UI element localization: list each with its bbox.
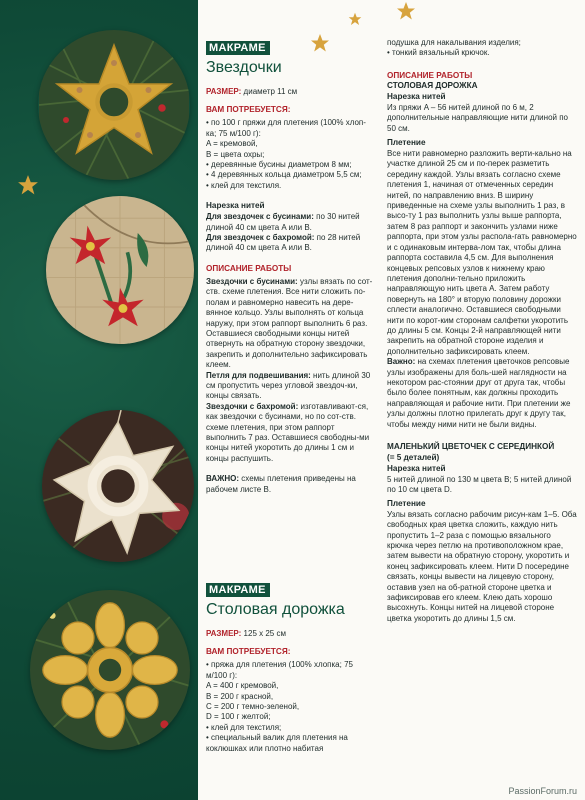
column-right bbox=[387, 38, 577, 624]
list-item: • клей для текстиля. bbox=[206, 180, 282, 190]
flower-subheading: (= 5 деталей) bbox=[387, 453, 440, 462]
list-item: • пряжа для плетения (100% хлопка; 75 м/100 г): bbox=[206, 660, 353, 680]
size-line: РАЗМЕР: диаметр 11 см bbox=[206, 87, 298, 96]
cut-beads: Для звездочек с бусинами: по 30 нитей длиной 40 см цвета A или B. bbox=[206, 212, 360, 232]
list-item: D = 100 г желтой; bbox=[206, 712, 271, 722]
flower-cut-text: 5 нитей длиной по 130 м цвета B; 5 нитей длиной по 10 см цвета D. bbox=[387, 475, 572, 495]
cream-star-image bbox=[42, 410, 194, 562]
gold-flower-image bbox=[30, 590, 190, 750]
cut-heading: Нарезка нитей bbox=[387, 91, 446, 101]
section-title: Звездочки bbox=[206, 59, 282, 76]
work-heading: ОПИСАНИЕ РАБОТЫ bbox=[387, 70, 473, 80]
size-line: РАЗМЕР: 125 x 25 см bbox=[206, 629, 286, 638]
cut-heading: Нарезка нитей bbox=[206, 201, 265, 211]
section-runner bbox=[206, 580, 374, 754]
list-item: • 4 деревянных кольца диаметром 5,5 см; bbox=[206, 170, 362, 180]
section-stars bbox=[206, 38, 374, 495]
list-item: A = 400 г кремовой, bbox=[206, 681, 279, 691]
weave-text: Все нити равномерно разложить верти-кально на участке длиной 25 см и по-перек разметить середину каждой. Узлы вязать согласно схеме плетения 1, начиная от отмеченных середин нитей, по направлению вниз. В ширину приведенные на схеме узлы выполнить 1 раз, в высо-ту 1 раз выполнить узлы выше раппорта, затем 8 раз раппорт и закончить узлами ниже раппорта, при этом узлы распола-гать равномерно и с одинаковым интерва-лом так, чтобы длина раппорта составила 4,5 см. Для выполнения концевых репсовых узлов к нижнему краю плетения дополни-тельно приложить направляющую нить цвета A. Затем работу повернуть на 180° и вторую половину дорожки сплести аналогично. Оставшиеся свободными нити по корот-ким сторонам салфетки укоротить до длины 5 см. Концы 2-й направляющей нити закрепить на обратной стороне изделия и дополнительно зафиксировать клеем. bbox=[387, 149, 577, 356]
important-note: Важно: на схемах плетения цветочков репсовые узлы изображены для боль-шей наглядности на некотором рас-стоянии друг от друга так, чтобы было более понятным, как должны проходить направляющая и рабочие нити. При плетении же узлы должны плотно прилегать друг к другу так, чтобы между ними нити не были видны. bbox=[387, 357, 571, 429]
list-item: • по 100 г пряжи для плетения (100% хлоп-ка; 75 м/100 г): bbox=[206, 118, 366, 138]
cut-text: Из пряжи A – 56 нитей длиной по 6 м, 2 дополнительные направляющие нити длиной по 50 см. bbox=[387, 102, 568, 133]
list-item: • тонкий вязальный крючок. bbox=[387, 48, 490, 58]
important-note: ВАЖНО: схемы плетения приведены на рабочем листе B. bbox=[206, 474, 356, 494]
photo-red-flowers bbox=[46, 196, 194, 344]
flower-weave-heading: Плетение bbox=[387, 498, 426, 508]
list-item: • клей для текстиля; bbox=[206, 722, 282, 732]
list-item: A = кремовой, bbox=[206, 139, 258, 149]
section-tag: МАКРАМЕ bbox=[206, 41, 270, 55]
list-item: • специальный валик для плетения на коклюшках или плотно набитая bbox=[206, 733, 348, 753]
work-beads: Звездочки с бусинами: узлы вязать по сот-ств. схеме плетения. Все нити сложить по-полам и равномерно навесить на дере-вянное кольцо. Узлы выполнять от кольца наружу, при этом раппорт выполнить 6 раз. Оставшиеся свободными концы нитей отвернуть на обратную сторону звездочки, закрепить и дополнительно зафиксировать клеем. bbox=[206, 276, 373, 370]
section-tag: МАКРАМЕ bbox=[206, 583, 270, 597]
materials-heading: ВАМ ПОТРЕБУЕТСЯ: bbox=[206, 105, 291, 115]
gold-star-icon bbox=[396, 1, 416, 21]
list-item: подушка для накалывания изделия; bbox=[387, 38, 521, 47]
list-item: B = 200 г красной, bbox=[206, 691, 274, 701]
runner-heading: СТОЛОВАЯ ДОРОЖКА bbox=[387, 80, 478, 90]
photo-cream-star bbox=[42, 410, 194, 562]
photo-gold-star-beads bbox=[38, 30, 190, 180]
materials-list bbox=[206, 660, 374, 754]
section-title: Столовая дорожка bbox=[206, 601, 345, 618]
flower-heading: МАЛЕНЬКИЙ ЦВЕТОЧЕК С СЕРЕДИНКОЙ bbox=[387, 442, 555, 451]
gold-star-image bbox=[38, 30, 190, 180]
gold-star-icon bbox=[348, 12, 362, 26]
photo-gold-flower-star bbox=[30, 590, 190, 750]
materials-heading: ВАМ ПОТРЕБУЕТСЯ: bbox=[206, 647, 291, 657]
red-flowers-image bbox=[46, 196, 194, 344]
work-loop: Петля для подвешивания: нить длиной 30 см пропустить через угловой звездоч-ки, концы связать. bbox=[206, 370, 371, 401]
list-item: B = цвета охры; bbox=[206, 149, 265, 159]
list-item: • деревянные бусины диаметром 8 мм; bbox=[206, 160, 352, 170]
watermark: PassionForum.ru bbox=[508, 786, 577, 796]
work-heading: ОПИСАНИЕ РАБОТЫ bbox=[206, 263, 292, 273]
list-item: C = 200 г темно-зеленой, bbox=[206, 702, 300, 712]
work-fringe: Звездочки с бахромой: изготавливают-ся, как звездочки с бусинами, но по сот-ств. схеме плетения, при этом раппорт выполнить 7 раз. Оставшиеся свободны-ми концы нитей укоротить до длины 1 см и концы распушить. bbox=[206, 401, 370, 463]
flower-weave-text: Узлы вязать согласно рабочим рисун-кам 1–5. Оба свободных края цветка сложить, каждую нить пропустить 1–2 раза с помощью вязального крючка через петлю на противоположном крае, затем вывести на обратную сторону, укоротить и конец зафиксировать клеем. Нити D посередине связать, концы вывести на лицевую сторону, оставив узел на об-ратной стороне цветка и зафиксировав его клеем. Клею дать хорошо высохнуть. Концы нитей на лицевой стороне цветка укоротить до длины 1,5 см. bbox=[387, 509, 577, 623]
weave-heading: Плетение bbox=[387, 138, 426, 148]
flower-cut-heading: Нарезка нитей bbox=[387, 464, 446, 473]
photo-sidebar bbox=[0, 0, 198, 800]
materials-list bbox=[206, 118, 374, 191]
cut-fringe: Для звездочек с бахромой: по 28 нитей длиной 40 см цвета A или B. bbox=[206, 233, 361, 253]
gold-star-decoration-icon bbox=[17, 174, 39, 196]
